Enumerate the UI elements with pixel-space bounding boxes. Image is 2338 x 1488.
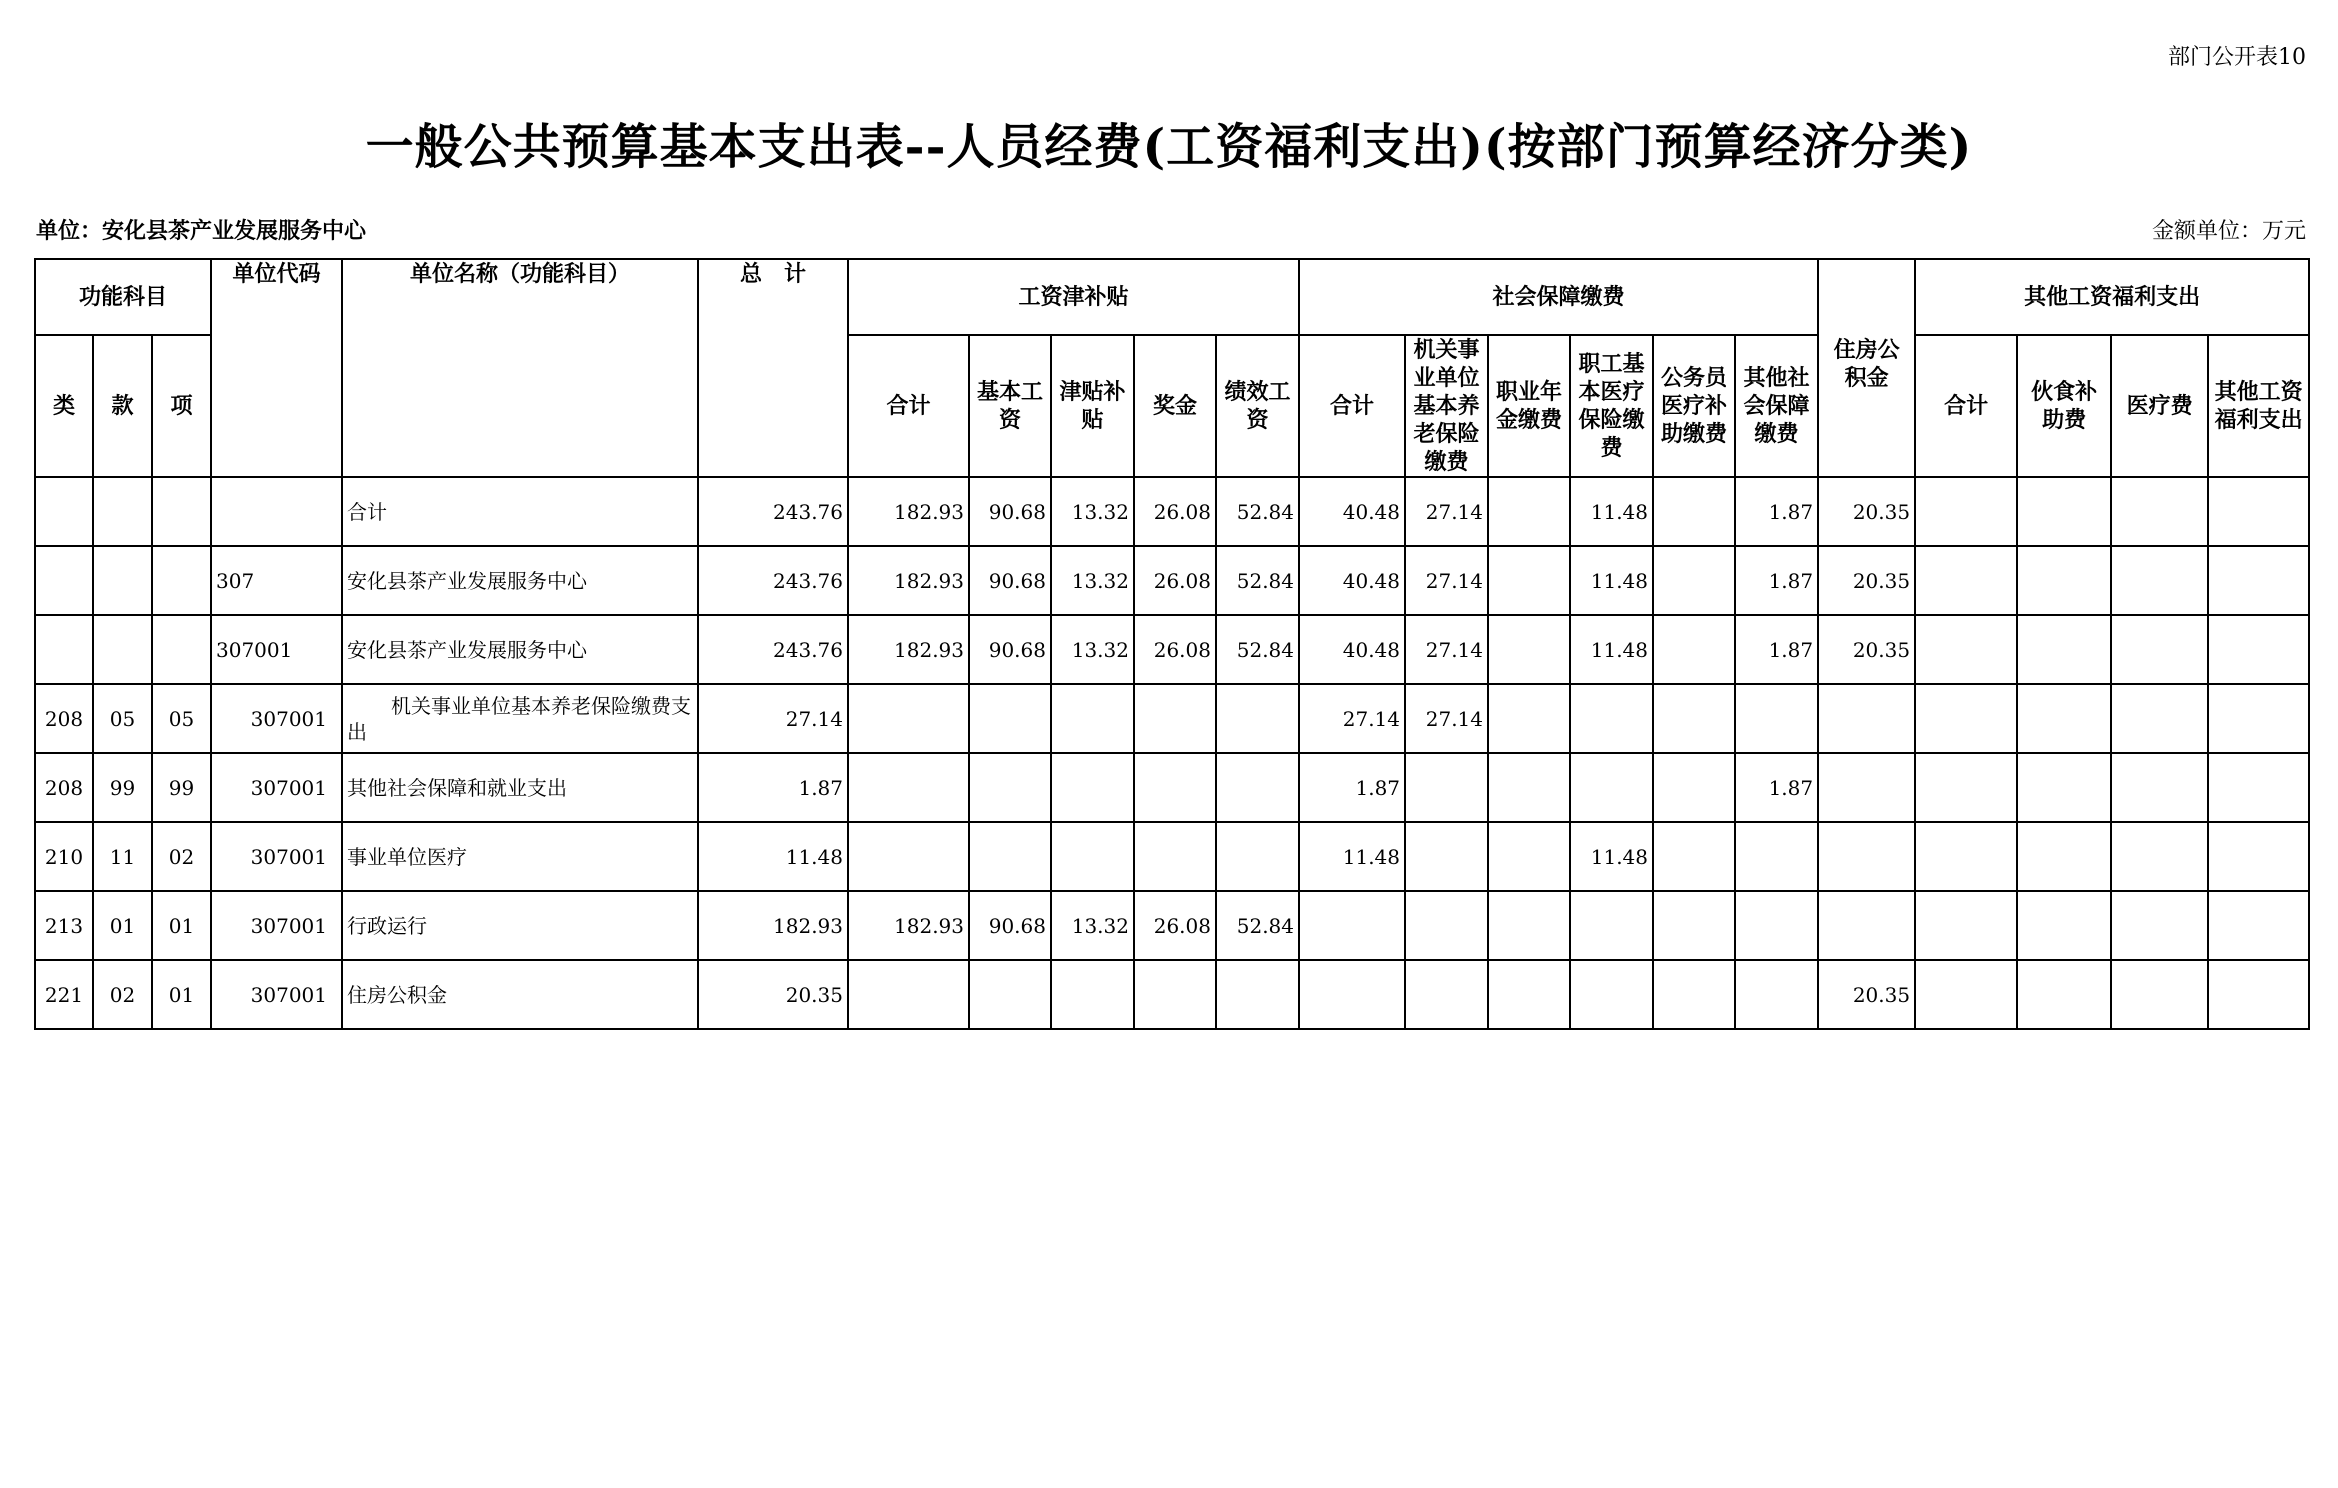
cell-xiang: 01 (152, 891, 211, 960)
cell-s-other: 1.87 (1735, 477, 1818, 546)
cell-kuan: 11 (93, 822, 152, 891)
header-lei: 类 (35, 335, 93, 477)
cell-s-civil (1653, 684, 1735, 753)
cell-housing (1818, 684, 1915, 753)
cell-kuan: 01 (93, 891, 152, 960)
cell-name: 其他社会保障和就业支出 (342, 753, 698, 822)
header-unit-code: 单位代码 (211, 259, 342, 477)
cell-s-other: 1.87 (1735, 753, 1818, 822)
cell-w-allow (1051, 684, 1134, 753)
cell-w-bonus (1134, 753, 1216, 822)
cell-name: 安化县茶产业发展服务中心 (342, 615, 698, 684)
cell-housing (1818, 822, 1915, 891)
cell-w-bonus (1134, 822, 1216, 891)
cell-w-allow: 13.32 (1051, 546, 1134, 615)
cell-s-sum: 40.48 (1299, 546, 1405, 615)
cell-s-med: 11.48 (1570, 615, 1653, 684)
cell-s-sum: 40.48 (1299, 477, 1405, 546)
cell-housing (1818, 891, 1915, 960)
cell-w-basic: 90.68 (969, 891, 1051, 960)
cell-code: 307001 (211, 891, 342, 960)
header-other-meal: 伙食补助费 (2017, 335, 2111, 477)
cell-total: 243.76 (698, 477, 848, 546)
header-wage-performance: 绩效工资 (1216, 335, 1299, 477)
cell-s-civil (1653, 891, 1735, 960)
cell-s-civil (1653, 822, 1735, 891)
header-social-sum: 合计 (1299, 335, 1405, 477)
header-func-subject: 功能科目 (35, 259, 211, 335)
cell-o-meal (2017, 960, 2111, 1029)
cell-w-bonus (1134, 960, 1216, 1029)
header-wage-basic: 基本工资 (969, 335, 1051, 477)
cell-housing: 20.35 (1818, 546, 1915, 615)
cell-s-annuity (1488, 615, 1570, 684)
header-social-other: 其他社会保障缴费 (1735, 335, 1818, 477)
cell-s-annuity (1488, 822, 1570, 891)
cell-s-pension: 27.14 (1405, 546, 1488, 615)
header-wage-allowance: 津贴补贴 (1051, 335, 1134, 477)
table-row (35, 891, 2309, 960)
cell-lei: 208 (35, 753, 93, 822)
cell-lei: 208 (35, 684, 93, 753)
cell-total: 182.93 (698, 891, 848, 960)
cell-s-annuity (1488, 753, 1570, 822)
cell-xiang (152, 615, 211, 684)
header-social-civil-medical: 公务员医疗补助缴费 (1653, 335, 1735, 477)
cell-o-sum (1915, 822, 2017, 891)
cell-o-sum (1915, 477, 2017, 546)
cell-lei (35, 546, 93, 615)
cell-o-meal (2017, 684, 2111, 753)
header-other-welfare: 其他工资福利支出 (2208, 335, 2309, 477)
cell-w-basic (969, 960, 1051, 1029)
cell-o-meal (2017, 615, 2111, 684)
table-row (35, 960, 2309, 1029)
cell-w-perf (1216, 684, 1299, 753)
cell-total: 11.48 (698, 822, 848, 891)
cell-w-basic (969, 753, 1051, 822)
cell-w-sum: 182.93 (848, 477, 969, 546)
cell-s-med: 11.48 (1570, 822, 1653, 891)
cell-s-civil (1653, 477, 1735, 546)
table-row (35, 546, 2309, 615)
cell-total: 20.35 (698, 960, 848, 1029)
unit-label: 单位：安化县茶产业发展服务中心 (36, 218, 367, 244)
budget-table (34, 258, 2310, 1030)
cell-o-other (2208, 891, 2309, 960)
header-total: 总 计 (698, 259, 848, 477)
cell-xiang: 01 (152, 960, 211, 1029)
cell-s-pension: 27.14 (1405, 684, 1488, 753)
cell-s-civil (1653, 546, 1735, 615)
cell-s-pension (1405, 753, 1488, 822)
header-kuan: 款 (93, 335, 152, 477)
cell-total: 243.76 (698, 615, 848, 684)
cell-o-sum (1915, 546, 2017, 615)
header-other-sum: 合计 (1915, 335, 2017, 477)
cell-code: 307 (211, 546, 342, 615)
cell-housing: 20.35 (1818, 477, 1915, 546)
cell-w-basic: 90.68 (969, 615, 1051, 684)
cell-w-bonus: 26.08 (1134, 615, 1216, 684)
cell-w-basic (969, 822, 1051, 891)
cell-w-allow: 13.32 (1051, 891, 1134, 960)
table-row (35, 615, 2309, 684)
cell-w-perf: 52.84 (1216, 477, 1299, 546)
cell-s-sum (1299, 891, 1405, 960)
cell-code: 307001 (211, 684, 342, 753)
cell-w-basic (969, 684, 1051, 753)
table-row (35, 753, 2309, 822)
cell-o-sum (1915, 615, 2017, 684)
cell-o-med (2111, 684, 2208, 753)
cell-s-annuity (1488, 960, 1570, 1029)
cell-o-other (2208, 546, 2309, 615)
cell-w-sum (848, 822, 969, 891)
header-housing-fund: 住房公积金 (1818, 259, 1915, 477)
cell-s-other: 1.87 (1735, 615, 1818, 684)
cell-code: 307001 (211, 615, 342, 684)
cell-s-annuity (1488, 477, 1570, 546)
cell-housing (1818, 753, 1915, 822)
cell-w-perf: 52.84 (1216, 615, 1299, 684)
cell-s-other (1735, 684, 1818, 753)
cell-s-sum: 1.87 (1299, 753, 1405, 822)
cell-o-sum (1915, 753, 2017, 822)
header-wage-bonus: 奖金 (1134, 335, 1216, 477)
cell-o-med (2111, 891, 2208, 960)
cell-s-annuity (1488, 684, 1570, 753)
cell-o-meal (2017, 546, 2111, 615)
cell-xiang: 02 (152, 822, 211, 891)
cell-w-allow: 13.32 (1051, 477, 1134, 546)
cell-w-perf (1216, 753, 1299, 822)
table-row (35, 477, 2309, 546)
header-unit-name: 单位名称（功能科目） (342, 259, 698, 477)
cell-o-other (2208, 822, 2309, 891)
cell-code: 307001 (211, 960, 342, 1029)
cell-kuan: 02 (93, 960, 152, 1029)
cell-o-meal (2017, 753, 2111, 822)
cell-o-other (2208, 615, 2309, 684)
table-number-label: 部门公开表10 (2168, 45, 2306, 70)
cell-xiang: 99 (152, 753, 211, 822)
cell-xiang (152, 477, 211, 546)
cell-o-med (2111, 822, 2208, 891)
cell-total: 1.87 (698, 753, 848, 822)
cell-lei (35, 477, 93, 546)
header-social-annuity: 职业年金缴费 (1488, 335, 1570, 477)
cell-w-allow (1051, 753, 1134, 822)
cell-w-basic: 90.68 (969, 546, 1051, 615)
cell-s-pension (1405, 960, 1488, 1029)
cell-xiang: 05 (152, 684, 211, 753)
cell-o-other (2208, 753, 2309, 822)
cell-w-perf (1216, 822, 1299, 891)
cell-w-bonus: 26.08 (1134, 477, 1216, 546)
cell-s-sum: 11.48 (1299, 822, 1405, 891)
cell-kuan (93, 477, 152, 546)
cell-w-sum (848, 684, 969, 753)
table-row (35, 684, 2309, 753)
cell-w-sum: 182.93 (848, 891, 969, 960)
cell-w-sum (848, 753, 969, 822)
cell-code (211, 477, 342, 546)
cell-s-med: 11.48 (1570, 477, 1653, 546)
cell-housing: 20.35 (1818, 615, 1915, 684)
cell-code: 307001 (211, 753, 342, 822)
cell-w-bonus: 26.08 (1134, 891, 1216, 960)
cell-kuan (93, 615, 152, 684)
cell-name: 安化县茶产业发展服务中心 (342, 546, 698, 615)
cell-name: 住房公积金 (342, 960, 698, 1029)
cell-o-sum (1915, 960, 2017, 1029)
cell-s-pension: 27.14 (1405, 477, 1488, 546)
cell-s-med (1570, 960, 1653, 1029)
cell-o-other (2208, 960, 2309, 1029)
cell-s-annuity (1488, 891, 1570, 960)
cell-o-med (2111, 753, 2208, 822)
cell-w-sum: 182.93 (848, 546, 969, 615)
cell-w-basic: 90.68 (969, 477, 1051, 546)
cell-w-allow (1051, 822, 1134, 891)
cell-s-med (1570, 891, 1653, 960)
cell-kuan: 99 (93, 753, 152, 822)
table-row (35, 822, 2309, 891)
cell-w-sum (848, 960, 969, 1029)
header-social-pension: 机关事业单位基本养老保险缴费 (1405, 335, 1488, 477)
cell-o-meal (2017, 891, 2111, 960)
cell-o-med (2111, 960, 2208, 1029)
cell-lei: 210 (35, 822, 93, 891)
cell-o-meal (2017, 822, 2111, 891)
cell-o-med (2111, 615, 2208, 684)
cell-w-bonus: 26.08 (1134, 546, 1216, 615)
cell-w-allow (1051, 960, 1134, 1029)
cell-w-allow: 13.32 (1051, 615, 1134, 684)
cell-s-other (1735, 891, 1818, 960)
header-wage-sum: 合计 (848, 335, 969, 477)
header-other-group: 其他工资福利支出 (1915, 259, 2309, 335)
cell-s-med: 11.48 (1570, 546, 1653, 615)
header-social-medical: 职工基本医疗保险缴费 (1570, 335, 1653, 477)
cell-o-meal (2017, 477, 2111, 546)
cell-o-other (2208, 684, 2309, 753)
cell-s-pension: 27.14 (1405, 615, 1488, 684)
cell-w-perf: 52.84 (1216, 546, 1299, 615)
cell-name: 事业单位医疗 (342, 822, 698, 891)
amount-unit-label: 金额单位：万元 (2151, 219, 2306, 244)
cell-s-sum: 40.48 (1299, 615, 1405, 684)
cell-o-med (2111, 546, 2208, 615)
cell-w-sum: 182.93 (848, 615, 969, 684)
cell-total: 243.76 (698, 546, 848, 615)
cell-kuan (93, 546, 152, 615)
header-social-group: 社会保障缴费 (1299, 259, 1818, 335)
cell-s-other: 1.87 (1735, 546, 1818, 615)
cell-s-civil (1653, 753, 1735, 822)
cell-name: 行政运行 (342, 891, 698, 960)
cell-housing: 20.35 (1818, 960, 1915, 1029)
cell-o-sum (1915, 684, 2017, 753)
cell-s-med (1570, 684, 1653, 753)
cell-s-sum: 27.14 (1299, 684, 1405, 753)
cell-w-bonus (1134, 684, 1216, 753)
cell-s-annuity (1488, 546, 1570, 615)
cell-o-other (2208, 477, 2309, 546)
header-wage-group: 工资津补贴 (848, 259, 1299, 335)
cell-s-civil (1653, 960, 1735, 1029)
header-other-medical: 医疗费 (2111, 335, 2208, 477)
cell-s-sum (1299, 960, 1405, 1029)
cell-total: 27.14 (698, 684, 848, 753)
header-xiang: 项 (152, 335, 211, 477)
cell-name: 合计 (342, 477, 698, 546)
cell-kuan: 05 (93, 684, 152, 753)
cell-name: 机关事业单位基本养老保险缴费支出 (342, 684, 698, 753)
cell-xiang (152, 546, 211, 615)
cell-s-other (1735, 960, 1818, 1029)
cell-code: 307001 (211, 822, 342, 891)
cell-s-pension (1405, 891, 1488, 960)
cell-s-other (1735, 822, 1818, 891)
cell-s-pension (1405, 822, 1488, 891)
cell-lei: 221 (35, 960, 93, 1029)
cell-w-perf: 52.84 (1216, 891, 1299, 960)
cell-s-med (1570, 753, 1653, 822)
cell-o-sum (1915, 891, 2017, 960)
cell-lei (35, 615, 93, 684)
cell-lei: 213 (35, 891, 93, 960)
cell-w-perf (1216, 960, 1299, 1029)
page-title: 一般公共预算基本支出表--人员经费(工资福利支出)(按部门预算经济分类) (365, 119, 1973, 175)
cell-o-med (2111, 477, 2208, 546)
cell-s-civil (1653, 615, 1735, 684)
